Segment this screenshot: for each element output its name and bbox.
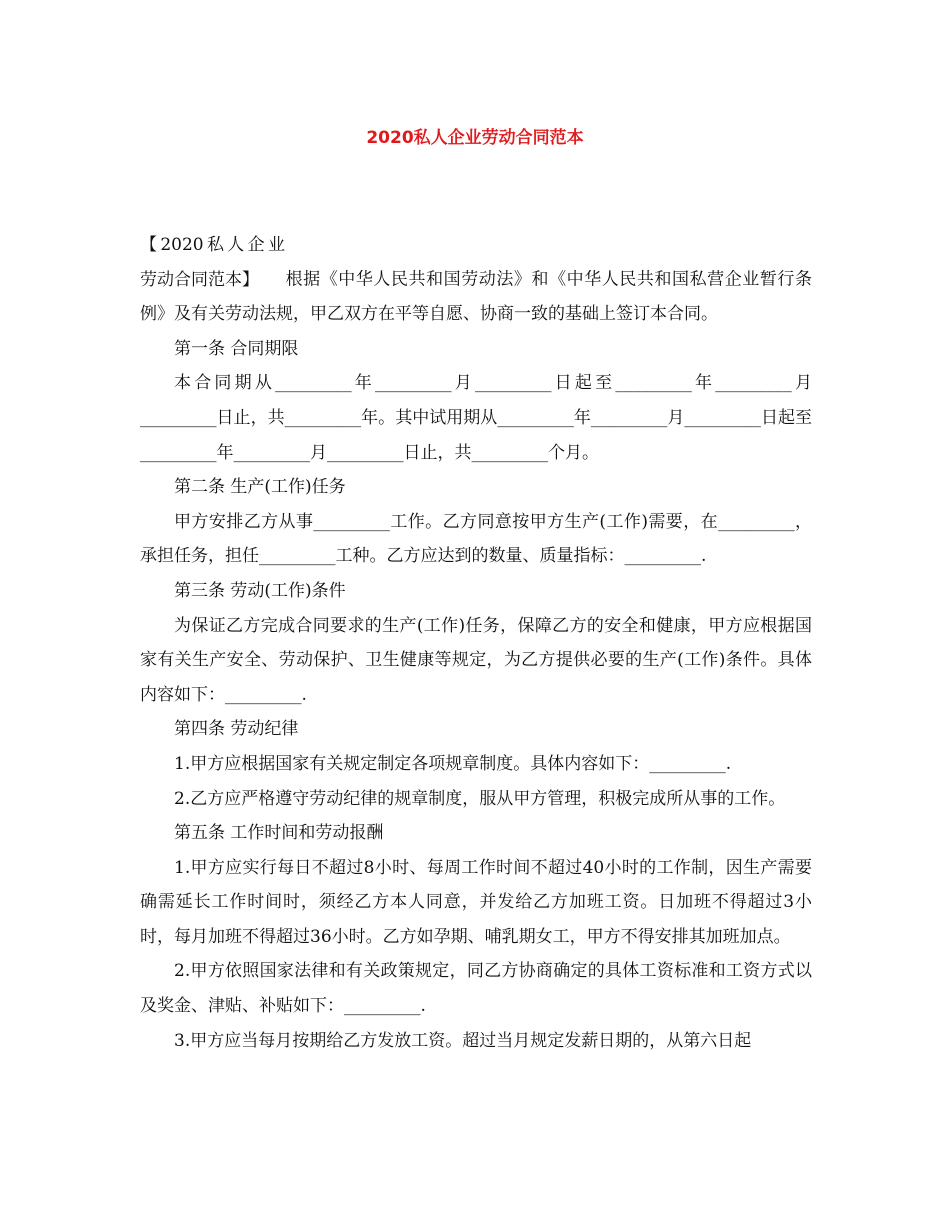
article-4-item-2: 2.乙方应严格遵守劳动纪律的规章制度，服从甲方管理，积极完成所从事的工作。 bbox=[174, 788, 786, 809]
article-5-heading: 第五条 工作时间和劳动报酬 bbox=[174, 823, 384, 844]
article-3-heading: 第三条 劳动(工作)条件 bbox=[174, 580, 346, 601]
document-title: 2020私人企业劳动合同范本 bbox=[366, 128, 584, 148]
article-1-heading: 第一条 合同期限 bbox=[174, 338, 299, 359]
article-2-paragraph: 甲方安排乙方从事_________工作。乙方同意按甲方生产(工作)需要，在_________，承担任务，担任_________工种。乙方应达到的数量、质量指标：_________. bbox=[140, 511, 812, 567]
article-5-item-3: 3.甲方应当每月按期给乙方发放工资。超过当月规定发薪日期的，从第六日起 bbox=[174, 1030, 752, 1051]
article-2-heading: 第二条 生产(工作)任务 bbox=[174, 477, 346, 498]
article-4-item-1: 1.甲方应根据国家有关规定制定各项规章制度。具体内容如下：_________. bbox=[174, 753, 732, 774]
intro-text: 根据《中华人民共和国劳动法》和《中华人民共和国私营企业暂行条例》及有关劳动法规，甲乙双方在平等自愿、协商一致的基础上签订本合同。 bbox=[140, 269, 812, 325]
contract-body bbox=[140, 228, 812, 1058]
intro-paragraph bbox=[140, 228, 812, 332]
article-5-item-1: 1.甲方应实行每日不超过8小时、每周工作时间不超过40小时的工作制，因生产需要确需延长工作时间时，须经乙方本人同意，并发给乙方加班工资。日加班不得超过3小时，每月加班不得超过36小时。乙方如孕期、哺乳期女工，甲方不得安排其加班加点。 bbox=[140, 857, 812, 947]
article-4-heading: 第四条 劳动纪律 bbox=[174, 719, 299, 740]
intro-lead: 【2020私人企业劳动合同范本】 bbox=[140, 235, 285, 290]
article-5-item-2: 2.甲方依照国家法律和有关政策规定，同乙方协商确定的具体工资标准和工资方式以及奖金、津贴、补贴如下：_________. bbox=[140, 961, 812, 1017]
article-3-paragraph: 为保证乙方完成合同要求的生产(工作)任务，保障乙方的安全和健康，甲方应根据国家有关生产安全、劳动保护、卫生健康等规定，为乙方提供必要的生产(工作)条件。具体内容如下：_________. bbox=[140, 615, 812, 705]
article-1-paragraph: 本合同期从_________年_________月_________日起至_________年_________月_________日止，共_________年。其中试用期从_________年_________月_________日起至_________年_________月_________日止，共_________个月。 bbox=[140, 373, 812, 463]
